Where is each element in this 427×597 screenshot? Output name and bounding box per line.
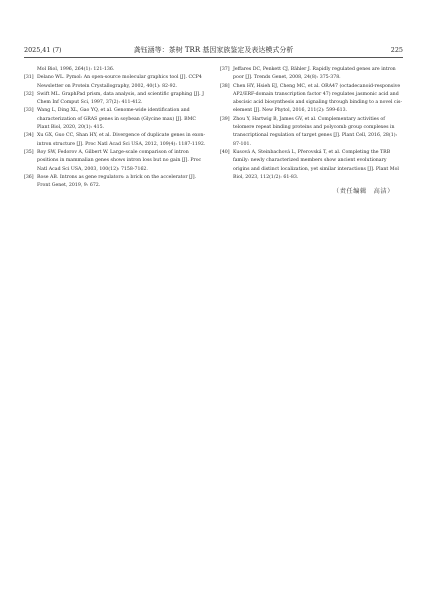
reference-37 — [220, 66, 404, 83]
reference-text: Delano WL. Pymol: An open-source molecular graphics tool [J]. CCP4 Newsletter on Protein Crystallography, 2002, 40(1): 82-92. — [37, 75, 202, 89]
references-left-column — [24, 66, 208, 190]
running-title: 龚钰涵等：茶树 TRR 基因家族鉴定及表达模式分析 — [133, 46, 294, 54]
reference-text: Xu GX, Guo CC, Shan HY, et al. Divergence of duplicate genes in exon-intron structure [J]. Proc Natl Acad Sci USA, 2012, 109(4): 1187-1192. — [37, 133, 206, 147]
reference-40 — [220, 149, 404, 182]
reference-36 — [24, 174, 208, 191]
reference-text: Swift ML. GraphPad prism, data analysis, and scientific graphing [J]. J Chem Inf Comput Sci, 1997, 37(2): 411-412. — [37, 91, 205, 106]
header-rule — [24, 57, 403, 58]
reference-text: Kusová A, Steinbachová L, Přerovská T, et al. Completing the TRB family: newly characterized members show ancient evolutionary origins and distinct localization, yet similar interactions [J]. Plant Mol Biol, 2023, 112(1/2): 61-83. — [233, 149, 399, 180]
reference-32 — [24, 91, 208, 108]
reference-text: Chen HY, Hsieh EJ, Cheng MC, et al. ORA47 (octadecanoid-responsive AP2/ERF-domain transcription factor 47) regulates jasmonic acid and abscisic acid biosynthesis and signaling through binding to a novel cis-element [J]. New Phytol, 2016, 211(2): 599-613. — [233, 83, 403, 114]
reference-text: Mol Biol, 1996, 264(1): 121-136. — [37, 67, 115, 72]
reference-35 — [24, 149, 208, 174]
reference-text: Zhou Y, Hartwig B, James GV, et al. Complementary activities of telomere repeat binding proteins and polycomb group complexes in transcriptional regulation of target genes [J]. Plant Cell, 2016, 28(1): 87-101. — [233, 116, 398, 147]
reference-34 — [24, 132, 208, 149]
reference-38 — [220, 83, 404, 116]
reference-number: [39] — [220, 116, 230, 122]
reference-number: [34] — [24, 133, 34, 139]
reference-number: [40] — [220, 149, 230, 155]
reference-number: [35] — [24, 149, 34, 155]
reference-text: Rose AB. Introns as gene regulators: a brick on the accelerator [J]. Front Genet, 2019, 9: 672. — [37, 174, 197, 189]
reference-number: [38] — [220, 83, 230, 89]
reference-number: [32] — [24, 91, 34, 97]
reference-text: Jeffares DC, Penkett CJ, Bähler J. Rapidly regulated genes are intron poor [J]. Trends Genet, 2008, 24(8): 375-378. — [233, 67, 396, 81]
references-right-column — [220, 66, 404, 197]
reference-number: [33] — [24, 108, 34, 114]
reference-number: [31] — [24, 75, 34, 81]
reference-text: Roy SW, Fedorov A, Gilbert W. Large-scale comparison of intron positions in mammalian genes shows intron loss but no gain [J]. Proc Natl Acad Sci USA, 2003, 100(12): 7158-7162. — [37, 149, 202, 172]
reference-number: [37] — [220, 67, 230, 72]
issue-info: 2025,41 (7) — [24, 46, 62, 54]
reference-33 — [24, 107, 208, 132]
page-number: 225 — [390, 46, 403, 54]
reference-number: [36] — [24, 174, 34, 180]
reference-text: Wang L, Ding XL, Gao YQ, et al. Genome-wide identification and characterization of GRAS genes in soybean (Glycine max) [J]. BMC Plant Biol, 2020, 20(1): 415. — [37, 108, 196, 131]
reference-39 — [220, 116, 404, 149]
reference-30-continuation — [24, 66, 208, 74]
reference-31 — [24, 74, 208, 91]
running-header — [24, 44, 403, 56]
responsible-editor: （责任编辑 高洁） — [332, 188, 394, 196]
